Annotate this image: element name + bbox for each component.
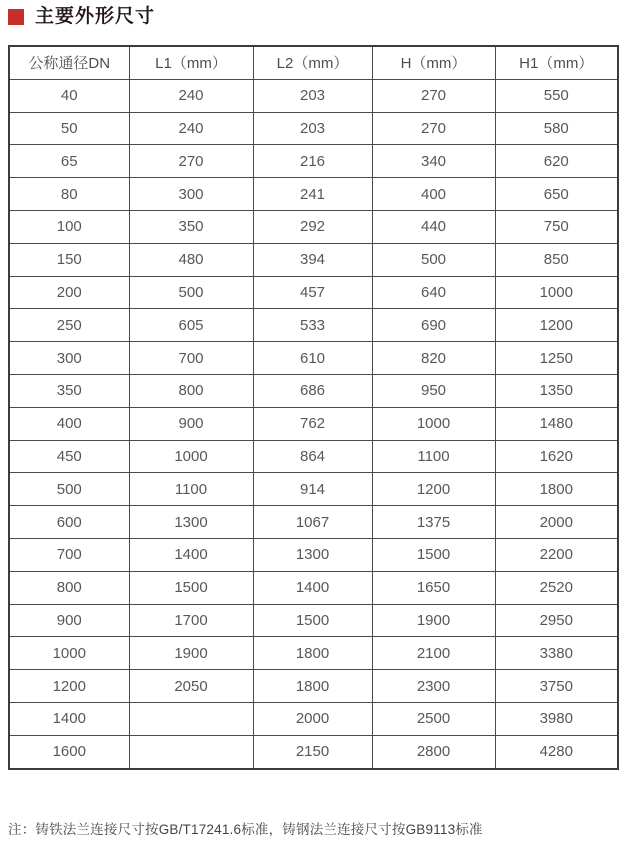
table-cell: 550 [495,79,618,112]
table-cell: 2050 [129,670,253,703]
table-row [9,670,618,703]
table-cell: 1400 [129,538,253,571]
table-row [9,374,618,407]
table-cell: 620 [495,145,618,178]
table-cell: 750 [495,210,618,243]
table-cell: 1480 [495,407,618,440]
table-cell: 2100 [372,637,495,670]
table-cell: 1800 [253,670,372,703]
footnote: 注：铸铁法兰连接尺寸按GB/T17241.6标准，铸钢法兰连接尺寸按GB9113标准 [8,822,483,837]
table-cell: 1200 [9,670,129,703]
table-cell: 1500 [253,604,372,637]
table-cell: 1500 [372,538,495,571]
table-cell: 2300 [372,670,495,703]
table-row [9,637,618,670]
section-title-row [8,7,155,26]
table-cell: 203 [253,79,372,112]
table-row [9,276,618,309]
table-cell: 2950 [495,604,618,637]
table-cell: 640 [372,276,495,309]
table-cell: 686 [253,374,372,407]
table-header-cell: L1（mm） [129,46,253,79]
table-header-cell: H1（mm） [495,46,618,79]
table-cell: 1350 [495,374,618,407]
table-cell: 1200 [372,473,495,506]
table-cell: 1900 [129,637,253,670]
table-cell: 150 [9,243,129,276]
table-cell: 1200 [495,309,618,342]
table-cell: 762 [253,407,372,440]
table-row [9,112,618,145]
table-cell: 533 [253,309,372,342]
dimensions-table-body [9,79,618,768]
table-cell: 700 [9,538,129,571]
dimensions-table [8,45,619,770]
table-row [9,473,618,506]
table-cell: 1000 [372,407,495,440]
table-cell: 216 [253,145,372,178]
table-cell: 2500 [372,702,495,735]
table-cell: 350 [9,374,129,407]
table-cell: 500 [9,473,129,506]
red-square-bullet-icon [8,9,24,25]
table-cell: 400 [372,178,495,211]
table-header-cell: 公称通径DN [9,46,129,79]
table-row [9,178,618,211]
table-row [9,243,618,276]
table-cell: 605 [129,309,253,342]
table-cell: 900 [129,407,253,440]
table-cell: 850 [495,243,618,276]
table-cell: 864 [253,440,372,473]
table-cell: 690 [372,309,495,342]
table-row [9,342,618,375]
table-cell: 1375 [372,506,495,539]
table-cell: 500 [372,243,495,276]
table-cell: 480 [129,243,253,276]
table-cell: 250 [9,309,129,342]
table-row [9,309,618,342]
table-cell: 2520 [495,571,618,604]
table-row [9,735,618,768]
table-cell: 1400 [9,702,129,735]
table-row [9,440,618,473]
table-cell: 3380 [495,637,618,670]
table-cell: 1300 [129,506,253,539]
table-cell: 1067 [253,506,372,539]
table-cell: 3750 [495,670,618,703]
table-row [9,145,618,178]
table-cell: 240 [129,112,253,145]
table-cell: 1000 [9,637,129,670]
table-cell: 65 [9,145,129,178]
table-cell: 450 [9,440,129,473]
table-cell: 1100 [129,473,253,506]
table-cell: 1800 [253,637,372,670]
table-cell: 270 [372,79,495,112]
table-header-row [9,46,618,79]
table-cell: 950 [372,374,495,407]
table-cell: 350 [129,210,253,243]
table-cell: 50 [9,112,129,145]
table-cell: 600 [9,506,129,539]
table-cell: 2800 [372,735,495,768]
table-cell: 800 [9,571,129,604]
table-cell: 1500 [129,571,253,604]
table-cell: 700 [129,342,253,375]
table-cell: 2200 [495,538,618,571]
table-cell: 40 [9,79,129,112]
table-cell: 200 [9,276,129,309]
table-cell: 2000 [495,506,618,539]
table-cell [129,702,253,735]
table-header-cell: L2（mm） [253,46,372,79]
table-cell: 1300 [253,538,372,571]
table-cell: 292 [253,210,372,243]
table-cell: 1400 [253,571,372,604]
table-cell: 4280 [495,735,618,768]
table-row [9,210,618,243]
table-cell: 1800 [495,473,618,506]
table-cell: 1000 [129,440,253,473]
table-cell: 914 [253,473,372,506]
table-cell: 610 [253,342,372,375]
table-cell: 2150 [253,735,372,768]
table-row [9,407,618,440]
table-row [9,571,618,604]
table-cell: 300 [9,342,129,375]
table-cell: 1620 [495,440,618,473]
table-cell: 580 [495,112,618,145]
table-cell: 394 [253,243,372,276]
table-cell: 1900 [372,604,495,637]
table-cell: 900 [9,604,129,637]
table-cell: 270 [372,112,495,145]
table-cell: 1700 [129,604,253,637]
table-cell: 650 [495,178,618,211]
table-cell: 440 [372,210,495,243]
table-row [9,506,618,539]
table-cell: 400 [9,407,129,440]
table-cell: 800 [129,374,253,407]
table-header-cell: H（mm） [372,46,495,79]
table-cell: 80 [9,178,129,211]
table-cell: 1250 [495,342,618,375]
table-cell: 300 [129,178,253,211]
table-cell: 241 [253,178,372,211]
table-cell: 1100 [372,440,495,473]
table-cell: 1650 [372,571,495,604]
page-title: 主要外形尺寸 [35,6,156,27]
table-cell: 3980 [495,702,618,735]
table-row [9,538,618,571]
table-cell: 270 [129,145,253,178]
table-cell [129,735,253,768]
table-row [9,702,618,735]
table-cell: 240 [129,79,253,112]
table-cell: 340 [372,145,495,178]
table-cell: 820 [372,342,495,375]
table-cell: 2000 [253,702,372,735]
table-cell: 1600 [9,735,129,768]
table-cell: 500 [129,276,253,309]
table-cell: 100 [9,210,129,243]
table-row [9,604,618,637]
table-cell: 457 [253,276,372,309]
table-row [9,79,618,112]
table-cell: 1000 [495,276,618,309]
table-cell: 203 [253,112,372,145]
